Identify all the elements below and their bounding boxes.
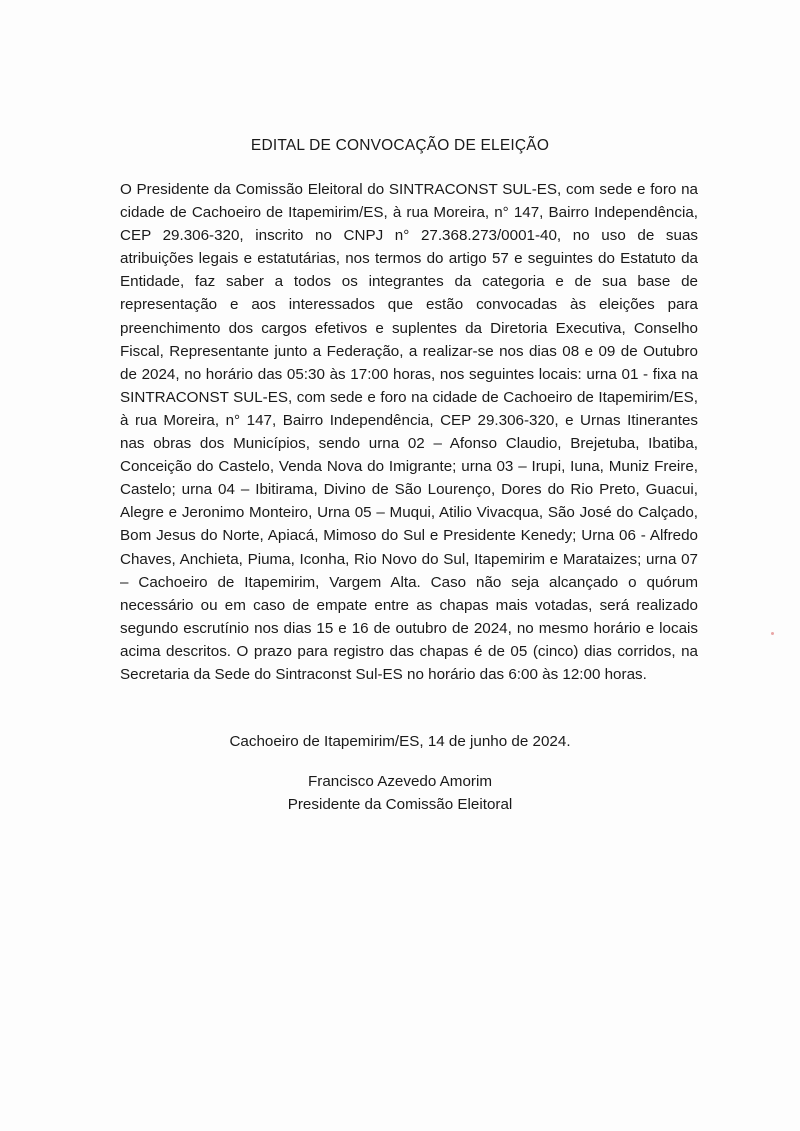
signer-name: Francisco Azevedo Amorim: [307, 773, 492, 790]
document-title: EDITAL DE CONVOCAÇÃO DE ELEIÇÃO: [250, 137, 550, 154]
signature-block: [0, 770, 800, 816]
signer-role: Presidente da Comissão Eleitoral: [287, 796, 513, 813]
scan-artifact: [771, 632, 774, 635]
place-and-date: Cachoeiro de Itapemirim/ES, 14 de junho de 2024.: [229, 733, 571, 750]
document-body-paragraph: O Presidente da Comissão Eleitoral do SINTRACONST SUL-ES, com sede e foro na cidade de Cachoeiro de Itapemirim/ES, à rua Moreira, n° 147, Bairro Independência, CEP 29.306-320, inscrito no CNPJ n° 27.368.273/0001-40, no uso de suas atribuições legais e estatutárias, nos termos do artigo 57 e seguintes do Estatuto da Entidade, faz saber a todos os integrantes da categoria e de sua base de representação e aos interessados que estão convocadas às eleições para preenchimento dos cargos efetivos e suplentes da Diretoria Executiva, Conselho Fiscal, Representante junto a Federação, a realizar-se nos dias 08 e 09 de Outubro de 2024, no horário das 05:30 às 17:00 horas, nos seguintes locais: urna 01 - fixa na SINTRACONST SUL-ES, com sede e foro na cidade de Cachoeiro de Itapemirim/ES, à rua Moreira, n° 147, Bairro Independência, CEP 29.306-320, e Urnas Itinerantes nas obras dos Municípios, sendo urna 02 – Afonso Claudio, Brejetuba, Ibatiba, Conceição do Castelo, Venda Nova do Imigrante; urna 03 – Irupi, Iuna, Muniz Freire, Castelo; urna 04 – Ibitirama, Divino de São Lourenço, Dores do Rio Preto, Guacui, Alegre e Jeronimo Monteiro, Urna 05 – Muqui, Atilio Vivacqua, São José do Calçado, Bom Jesus do Norte, Apiacá, Mimoso do Sul e Presidente Kenedy; Urna 06 - Alfredo Chaves, Anchieta, Piuma, Iconha, Rio Novo do Sul, Itapemirim e Marataizes; urna 07 – Cachoeiro de Itapemirim, Vargem Alta. Caso não seja alcançado o quórum necessário ou em caso de empate entre as chapas mais votadas, será realizado segundo escrutínio nos dias 15 e 16 de outubro de 2024, no mesmo horário e locais acima descritos. O prazo para registro das chapas é de 05 (cinco) dias corridos, na Secretaria da Sede do Sintraconst Sul-ES no horário das 6:00 às 12:00 horas.: [120, 181, 698, 683]
